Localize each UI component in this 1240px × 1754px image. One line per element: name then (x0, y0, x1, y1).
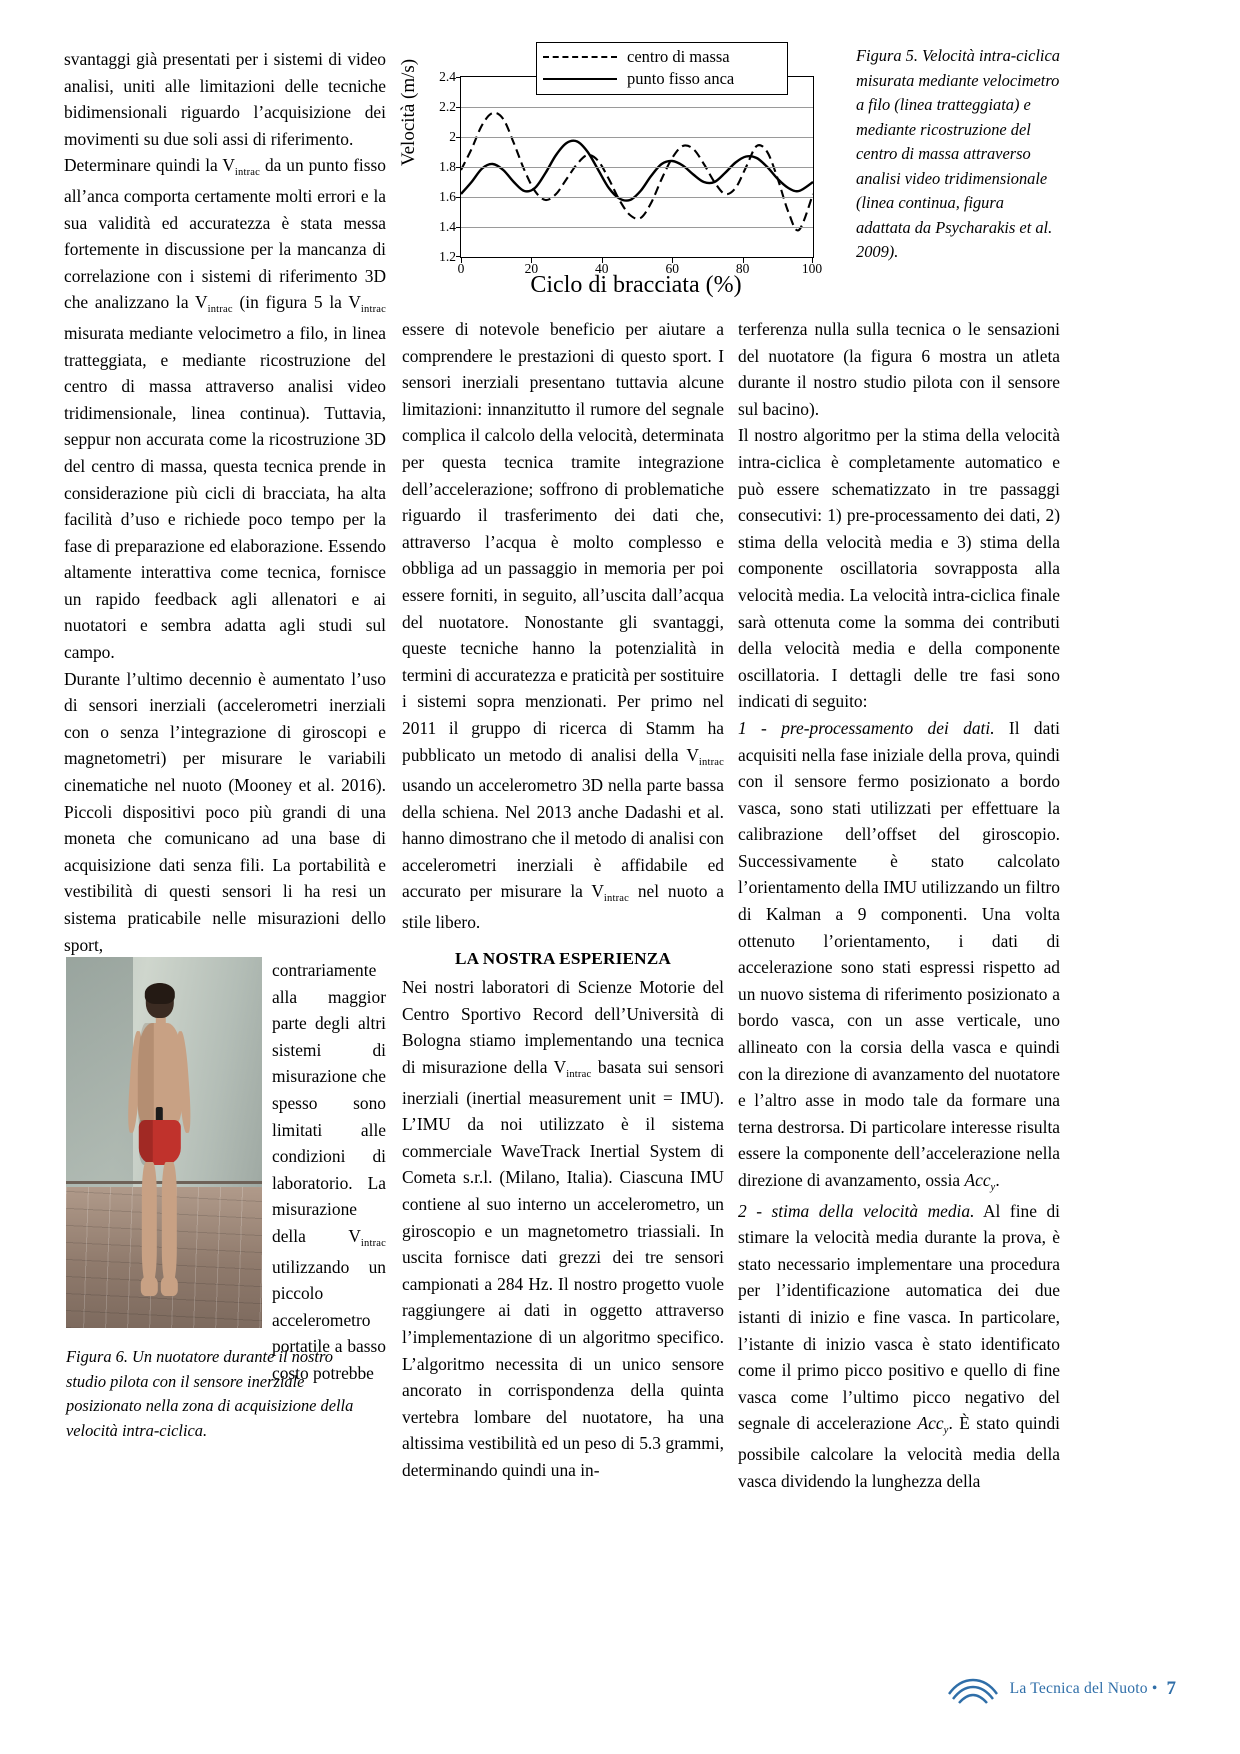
chart-x-axis-label: Ciclo di bracciata (%) (530, 272, 742, 298)
chart-y-tick-label: 1.6 (439, 189, 456, 204)
chart-plot-area (439, 69, 823, 276)
photo-swimmer (121, 983, 199, 1302)
figure-5-chart (398, 36, 836, 298)
chart-x-tick-label: 0 (457, 261, 465, 276)
swimmer-left-leg (142, 1162, 157, 1283)
chart-y-tick-label: 1.2 (439, 249, 456, 264)
chart-y-tick (456, 77, 461, 78)
chart-y-tick (456, 137, 461, 138)
swimmer-right-foot (161, 1276, 178, 1295)
paragraph: Durante l’ultimo decennio è aumentato l’uso di sensori inerziali (accelerometri inerziali con o senza l’integrazione di giroscopi e magnetometri) per misurare le variabili cinematiche nel nuoto (Mooney et al. 2016). Piccoli dispositivi poco più grandi di una moneta che comunicano ad una base di acquisizione dati senza fili. La portabilità e vestibilità di questi sensori li ha resi un sistema praticabile nelle misurazioni dello sport, (64, 668, 386, 955)
chart-y-tick (456, 167, 461, 168)
figure-6-photo (66, 957, 262, 1328)
chart-legend (536, 42, 788, 95)
column-right (738, 316, 1060, 1494)
paragraph: terferenza nulla sulla tecnica o le sensazioni del nuotatore (la figura 6 mostra un atleta durante il nostro studio pilota con il sensore sul bacino). (738, 319, 1060, 419)
swimmer-hair (145, 983, 175, 1004)
column-left-bottom (272, 957, 386, 1387)
chart-y-tick-label: 1.4 (439, 219, 456, 234)
chart-x-tick-label: 60 (665, 261, 679, 276)
paragraph: Determinare quindi la $V_{intrac}$ da un punto fisso all’anca comporta certamente molti errori e la sua validità ed accuratezza è stata messa fortemente in discussione per la mancanza di correlazione con i sistemi di riferimento 3D che analizzano la $V_{intrac}$ (in figura 5 la $V_{intrac}$ misurata mediante velocimetro a filo, in linea tratteggiata, e mediante ricostruzione del centro di massa attraverso analisi video tridimensionale, linea continua). Tuttavia, seppur non accurata come la ricostruzione 3D del centro di massa, questa tecnica prende in considerazione più cicli di bracciata, ha alta facilità d’uso e richiede poco tempo per la fase di preparazione ed elaborazione. Essendo altamente interattiva come tecnica, fornisce un rapido feedback agli allenatori e ai nuotatori e sembra adatta agli studi sul campo. (64, 155, 386, 663)
paragraph: svantaggi già presentati per i sistemi di video analisi, uniti alle limitazioni delle tecniche bidimensionali riguardo l’acquisizione dei movimenti su due soli assi di riferimento. (64, 49, 386, 149)
legend-label: centro di massa (627, 47, 730, 66)
paragraph: Nei nostri laboratori di Scienze Motorie del Centro Sportivo Record dell’Università di Bologna stiamo implementando una tecnica di misurazione della $V_{intrac}$ basata sui sensori inerziali (inertial measurement unit = IMU). L’IMU da noi utilizzato è il sistema commerciale WaveTrack Inertial System di Cometa s.r.l. (Milano, Italia). Ciascuna IMU contiene al suo interno un accelerometro, un giroscopio e un magnetometro triassiali. In uscita fornisce dati grezzi dei tre sensori campionati a 284 Hz. Il nostro progetto vuole raggiungere ai dati in oggetto attraverso l’implementazione di un algoritmo specifico. L’algoritmo necessita di un unico sensore ancorato in corrispondenza della quinta vertebra lombare del nuotatore, ha una altissima vestibilità ed un peso di 5.3 grammi, determinando quindi una in- (402, 977, 724, 1480)
swimmer-right-leg (162, 1162, 177, 1283)
chart-series-2 (461, 141, 813, 201)
chart-y-tick-label: 2.2 (439, 99, 456, 114)
wave-logo-icon (945, 1674, 1001, 1704)
chart-y-tick-label: 2.4 (439, 69, 456, 84)
chart-gridline (461, 227, 813, 228)
chart-y-tick-label: 1.8 (439, 159, 456, 174)
page-footer (945, 1674, 1176, 1704)
chart-y-axis-label: Velocità (m/s) (398, 58, 419, 166)
column-middle (402, 316, 724, 1484)
legend-item-punto-fisso-anca (543, 68, 781, 90)
chart-x-tick-label: 20 (524, 261, 539, 276)
chart-gridline (461, 137, 813, 138)
chart-x-tick-label: 40 (595, 261, 609, 276)
paragraph: 2 - stima della velocità media. Al fine di stimare la velocità media durante la prova, è stato necessario implementare una procedura per l’identificazione automatica dei due istanti di inizio e fine vasca. In particolare, l’istante di inizio vasca è stato identificato come il primo picco positivo e quello di fine vasca come l’ultimo picco negativo del segnale di accelerazione Acc$_y$. È stato quindi possibile calcolare la velocità media della vasca dividendo la lunghezza della (738, 1200, 1060, 1491)
footer-publication-title: La Tecnica del Nuoto • (1009, 1680, 1158, 1697)
paragraph: 1 - pre-processamento dei dati. Il dati acquisiti nella fase iniziale della prova, quindi con il sensore fermo posizionato a bordo vasca, sono stati utilizzati per effettuare la calibrazione dell’offset del giroscopio. Successivamente è stato calcolato l’orientamento della IMU utilizzando un filtro di Kalman a 9 componenti. Una volta ottenuto l’orientamento, i dati di accelerazione sono stati espressi rispetto ad un nuovo sistema di riferimento posizionato a bordo vasca, con un asse verticale, uno allineato con la corsia della vasca e quindi con la direzione di avanzamento del nuotatore e l’altro asse in modo tale da formare una terna destrorsa. Di particolare interesse risulta essere la componente dell’accelerazione nella direzione di avanzamento, ossia Acc$_y$. (738, 717, 1060, 1193)
footer-page-number: 7 (1166, 1678, 1176, 1699)
chart-series-1 (461, 113, 813, 231)
figure-6-caption: Figura 6. Un nuotatore durante il nostro studio pilota con il sensore inerziale posizionato nella zona di acquisizione della velocità intra-ciclica. (66, 1347, 354, 1440)
legend-item-centro-di-massa (543, 46, 781, 68)
chart-gridline (461, 197, 813, 198)
section-heading: LA NOSTRA ESPERIENZA (454, 948, 672, 968)
figure-5-caption: Figura 5. Velocità intra-ciclica misurata mediante velocimetro a filo (linea tratteggiata) e mediante ricostruzione del centro di massa attraverso analisi video tridimensionale (linea continua, figura adattata da Psycharakis et al. 2009). (856, 46, 1060, 261)
chart-x-tick-label: 100 (801, 261, 823, 276)
paragraph: Il nostro algoritmo per la stima della velocità intra-ciclica è completamente automatico e può essere schematizzato in tre passaggi consecutivi: 1) pre-processamento dei dati, 2) stima della velocità media e 3) stima della componente oscillatoria sovrapposta alla velocità media. La velocità intra-ciclica finale sarà ottenuta come la somma dei contributi della velocità media e della componente oscillatoria. I dettagli delle tre fasi sono indicati di seguito: (738, 425, 1060, 712)
chart-y-tick (456, 227, 461, 228)
swimmer-left-foot (140, 1276, 157, 1295)
paragraph: essere di notevole beneficio per aiutare a comprendere le prestazioni di questo sport. I sensori inerziali presentano tuttavia alcune limitazioni: innanzitutto il rumore del segnale complica il calcolo della velocità, determinata per questa tecnica tramite integrazione dell’accelerazione; soffrono di problematiche riguardo il trasferimento dei dati che, attraverso l’acqua è molto complesso e obbliga ad un passaggio in memoria per poi essere forniti, in seguito, all’uscita dall’acqua del nuotatore. Nonostante gli svantaggi, queste tecniche hanno la potenzialità in termini di accuratezza e praticità per sostituire i sistemi sopra menzionati. Per primo nel 2011 il gruppo di ricerca di Stamm ha pubblicato un metodo di analisi della $V_{intrac}$ usando un accelerometro 3D nella parte bassa della schiena. Nel 2013 anche Dadashi et al. hanno dimostrano che il metodo di analisi con accelerometri inerziali è affidabile ed accurato per misurare la $V_{intrac}$ nel nuoto a stile libero. (402, 319, 724, 933)
legend-label: punto fisso anca (627, 69, 735, 88)
legend-key-solid-icon (543, 78, 617, 80)
legend-key-dashed-icon (543, 56, 617, 58)
chart-y-tick (456, 107, 461, 108)
swimmer-torso-shadow (138, 1023, 154, 1128)
paragraph: contrariamente alla maggior parte degli altri sistemi di misurazione che spesso sono limitati alle condizioni di laboratorio. La misurazione della $V_{intrac}$ utilizzando un piccolo accelerometro portatile a basso costo potrebbe (272, 960, 386, 1383)
chart-gridline (461, 167, 813, 168)
chart-x-tick-label: 80 (735, 261, 750, 276)
column-left-top (64, 46, 386, 958)
chart-y-tick-label: 2 (449, 129, 456, 144)
swimmer-trunks-shadow (139, 1120, 153, 1165)
chart-gridline (461, 107, 813, 108)
chart-y-tick (456, 197, 461, 198)
